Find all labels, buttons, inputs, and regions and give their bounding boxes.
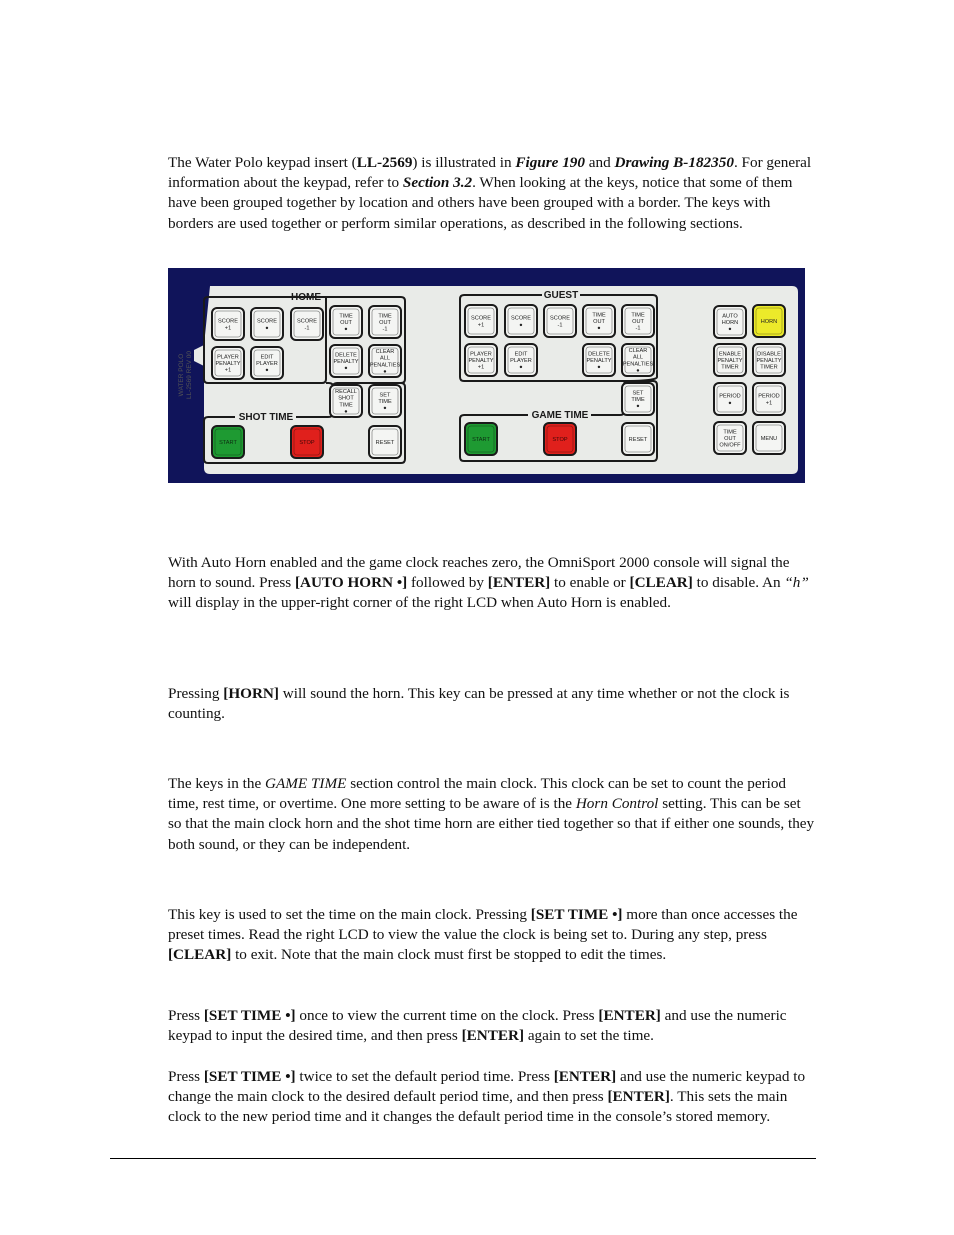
guest-clear-all-penalties-key[interactable] <box>622 344 654 376</box>
home-set-time-key-label: SET <box>379 392 391 399</box>
game-start-key-label: START <box>472 437 490 443</box>
home-player-penalty-key-label: PENALTY <box>215 361 241 367</box>
home-recall-shot-time-key-label: SHOT <box>338 395 354 402</box>
period-plus-key-label: PERIOD <box>758 393 780 400</box>
period-key[interactable] <box>714 383 746 415</box>
home-recall-shot-time-key[interactable] <box>330 385 362 417</box>
home-time-out-key-label: TIME <box>339 313 353 320</box>
home-score-plus-key-label: SCORE <box>218 318 238 325</box>
enable-penalty-timer-key[interactable] <box>714 344 746 376</box>
guest-score-minus-key[interactable] <box>544 305 576 337</box>
home-time-out-minus-key[interactable] <box>369 306 401 338</box>
home-score-minus-key[interactable] <box>291 308 323 340</box>
guest-clear-all-penalties-key-label: ● <box>636 367 640 374</box>
guest-time-out-minus-key-label: -1 <box>635 325 641 332</box>
guest-delete-penalty-key-label: DELETE <box>588 351 610 358</box>
home-player-penalty-key[interactable] <box>212 347 244 379</box>
home-clear-all-penalties-key-label: CLEAR <box>375 349 395 356</box>
home-score-key-label: SCORE <box>257 318 277 325</box>
side-label-code: LL-2569 REV 00 <box>186 350 193 400</box>
disable-penalty-timer-key-label: PENALTY <box>756 358 782 364</box>
game-time-title: GAME TIME <box>531 410 589 421</box>
guest-score-plus-key-label: +1 <box>477 322 485 329</box>
side-label-product: WATER POLO <box>178 353 185 397</box>
home-edit-player-key-label: ● <box>265 367 269 374</box>
home-delete-penalty-key[interactable] <box>330 345 362 377</box>
menu-key[interactable] <box>753 422 785 454</box>
press-twice-paragraph: Press [SET TIME •] twice to set the default period time. Press [ENTER] and use the numeric keypad to change the main clock to the desired default period time, and then press [ENTER]. This sets the main clock to the new period time and it changes the default period time in the console’s stored memory. <box>168 1068 806 1126</box>
auto-horn-key-label: HORN <box>721 320 739 326</box>
set-time-paragraph: This key is used to set the time on the main clock. Pressing [SET TIME •] more than once accesses the preset times. Read the right LCD to view the value the clock is being set to. During any step, press [CLEAR] to exit. Note that the main clock must first be stopped to edit the times. <box>168 906 798 964</box>
home-edit-player-key-label: EDIT <box>260 354 274 361</box>
guest-score-key-label: ● <box>519 322 523 329</box>
time-out-on-off-key-label: ON/OFF <box>719 442 741 449</box>
guest-time-out-key[interactable] <box>583 305 615 337</box>
game-start-key[interactable] <box>465 423 497 455</box>
home-delete-penalty-key-label: DELETE <box>335 352 357 359</box>
home-score-minus-key-label: -1 <box>304 325 310 332</box>
guest-clear-all-penalties-key-label: ALL <box>633 354 643 361</box>
enable-penalty-timer-key-label: ENABLE <box>718 351 742 358</box>
home-score-plus-key[interactable] <box>212 308 244 340</box>
disable-penalty-timer-key-label: DISABLE <box>757 351 781 358</box>
horn-key-label: HORN <box>760 319 778 325</box>
guest-player-penalty-key-label: +1 <box>477 364 485 371</box>
shot-stop-key-label: STOP <box>299 440 315 446</box>
game-reset-key-label: RESET <box>628 437 648 443</box>
home-delete-penalty-key-label: ● <box>344 365 348 372</box>
guest-score-minus-key-label: -1 <box>557 322 563 329</box>
home-time-out-key-label: ● <box>344 326 348 333</box>
disable-penalty-timer-key[interactable] <box>753 344 785 376</box>
game-stop-key-label: STOP <box>552 437 568 443</box>
guest-score-key-label: SCORE <box>511 315 531 322</box>
guest-score-key[interactable] <box>505 305 537 337</box>
guest-edit-player-key[interactable] <box>505 344 537 376</box>
guest-score-plus-key[interactable] <box>465 305 497 337</box>
guest-player-penalty-key[interactable] <box>465 344 497 376</box>
guest-clear-all-penalties-key-label: CLEAR <box>628 348 648 355</box>
home-score-minus-key-label: SCORE <box>297 318 317 325</box>
period-key-label: ● <box>728 400 732 407</box>
disable-penalty-timer-key-label: TIMER <box>760 364 778 371</box>
guest-delete-penalty-key[interactable] <box>583 344 615 376</box>
home-set-time-key-label: ● <box>383 405 387 412</box>
guest-title: GUEST <box>543 290 579 301</box>
time-out-on-off-key[interactable] <box>714 422 746 454</box>
home-time-out-minus-key-label: TIME <box>378 313 392 320</box>
guest-score-plus-key-label: SCORE <box>471 315 491 322</box>
press-once-paragraph: Press [SET TIME •] once to view the current time on the clock. Press [ENTER] and use the numeric keypad to input the desired time, and then press [ENTER] again to set the time. <box>168 1007 787 1045</box>
keypad-figure <box>168 268 805 483</box>
home-clear-all-penalties-key-label: PENALTIES <box>369 362 401 369</box>
home-recall-shot-time-key-label: TIME <box>339 402 353 409</box>
game-set-time-key[interactable] <box>622 383 654 415</box>
home-edit-player-key[interactable] <box>251 347 283 379</box>
home-time-out-key-label: OUT <box>340 320 352 326</box>
enable-penalty-timer-key-label: TIMER <box>721 364 739 371</box>
keypad-insert-illustration <box>168 268 805 483</box>
guest-player-penalty-key-label: PLAYER <box>470 351 492 358</box>
game-set-time-key-label: TIME <box>631 397 645 403</box>
footer-rule <box>110 1158 816 1159</box>
period-plus-key-label: +1 <box>765 400 773 407</box>
home-player-penalty-key-label: PLAYER <box>217 354 239 361</box>
guest-delete-penalty-key-label: PENALTY <box>586 358 612 364</box>
home-clear-all-penalties-key-label: ALL <box>380 355 390 362</box>
guest-delete-penalty-key-label: ● <box>597 364 601 371</box>
menu-key-label: MENU <box>760 436 778 442</box>
auto-horn-key[interactable] <box>714 306 746 338</box>
home-clear-all-penalties-key[interactable] <box>369 345 401 377</box>
shot-start-key[interactable] <box>212 426 244 458</box>
guest-time-out-key-label: ● <box>597 325 601 332</box>
period-plus-key[interactable] <box>753 383 785 415</box>
shot-stop-key[interactable] <box>291 426 323 458</box>
guest-time-out-key-label: OUT <box>593 319 605 325</box>
home-score-plus-key-label: +1 <box>224 325 232 332</box>
guest-edit-player-key-label: ● <box>519 364 523 371</box>
home-title: HOME <box>291 292 321 303</box>
guest-edit-player-key-label: EDIT <box>514 351 528 358</box>
home-score-key[interactable] <box>251 308 283 340</box>
guest-time-out-key-label: TIME <box>592 312 606 319</box>
guest-edit-player-key-label: PLAYER <box>510 358 532 364</box>
auto-horn-key-label: AUTO <box>722 313 738 320</box>
time-out-on-off-key-label: OUT <box>724 436 736 442</box>
auto-horn-key-label: ● <box>728 326 732 333</box>
game-time-paragraph: The keys in the GAME TIME section control the main clock. This clock can be set to count the period time, rest time, or overtime. One more setting to be aware of is the Horn Control setting. This can be set so that the main clock horn and the shot time horn are either tied together so that if either one sounds, they both sound, or they can be independent. <box>168 775 815 853</box>
shot-start-key-label: START <box>219 440 237 446</box>
home-recall-shot-time-key-label: RECALL <box>335 389 357 396</box>
home-set-time-key[interactable] <box>369 385 401 417</box>
shot-reset-key[interactable] <box>369 426 401 458</box>
guest-clear-all-penalties-key-label: PENALTIES <box>622 361 654 368</box>
shot-reset-key-label: RESET <box>375 440 395 446</box>
time-out-on-off-key-label: TIME <box>723 429 737 436</box>
home-time-out-minus-key-label: OUT <box>379 320 391 326</box>
enable-penalty-timer-key-label: PENALTY <box>717 358 743 364</box>
game-set-time-key-label: ● <box>636 403 640 410</box>
game-set-time-key-label: SET <box>632 390 644 397</box>
home-recall-shot-time-key-label: ● <box>344 408 348 415</box>
guest-score-minus-key-label: SCORE <box>550 315 570 322</box>
home-delete-penalty-key-label: PENALTY <box>333 359 359 365</box>
home-edit-player-key-label: PLAYER <box>256 361 278 367</box>
period-key-label: PERIOD <box>719 393 741 400</box>
home-score-key-label: ● <box>265 325 269 332</box>
home-set-time-key-label: TIME <box>378 399 392 405</box>
home-player-penalty-key-label: +1 <box>224 367 232 374</box>
horn-paragraph: Pressing [HORN] will sound the horn. This key can be pressed at any time whether or not the clock is counting. <box>168 685 790 723</box>
home-time-out-minus-key-label: -1 <box>382 326 388 333</box>
guest-player-penalty-key-label: PENALTY <box>468 358 494 364</box>
auto-horn-paragraph: With Auto Horn enabled and the game clock reaches zero, the OmniSport 2000 console will signal the horn to sound. Press [AUTO HORN •] followed by [ENTER] to enable or [CLEAR] to disable. An “h” will display in the upper-right corner of the right LCD when Auto Horn is enabled. <box>168 554 809 612</box>
horn-key[interactable] <box>753 305 785 337</box>
intro-paragraph: The Water Polo keypad insert (LL-2569) is illustrated in Figure 190 and Drawing B-182350. For general information about the keypad, refer to Section 3.2. When looking at the keys, notice that some of them have been grouped together by location and others have been grouped with a border. The keys with borders are used together or perform similar operations, as described in the following sections. <box>168 154 812 232</box>
home-clear-all-penalties-key-label: ● <box>383 368 387 375</box>
shot-time-title: SHOT TIME <box>238 412 294 423</box>
guest-time-out-minus-key-label: TIME <box>631 312 645 319</box>
guest-time-out-minus-key-label: OUT <box>632 319 644 325</box>
guest-time-out-minus-key[interactable] <box>622 305 654 337</box>
game-reset-key[interactable] <box>622 423 654 455</box>
game-stop-key[interactable] <box>544 423 576 455</box>
home-time-out-key[interactable] <box>330 306 362 338</box>
